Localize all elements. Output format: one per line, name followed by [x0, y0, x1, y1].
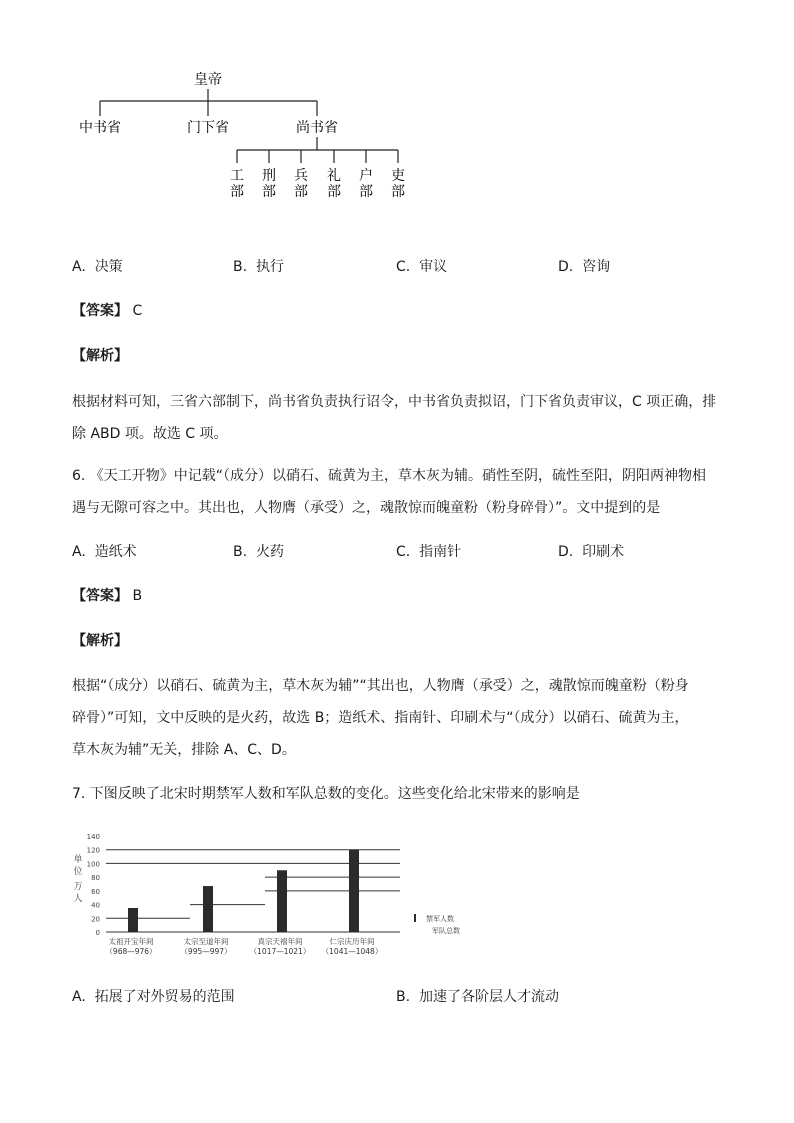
y-tick-label: 0 — [95, 929, 100, 937]
x-tick-sublabel: （995—997） — [180, 947, 232, 956]
diagram-root: 皇帝 — [194, 72, 222, 88]
ministry-char-2: 部 — [327, 184, 341, 200]
y-tick-label: 60 — [91, 887, 100, 896]
option-letter: B. — [233, 259, 248, 275]
option-text: 审议 — [419, 259, 448, 275]
option-letter: A. — [72, 259, 86, 275]
legend-label: 禁军人数 — [426, 915, 454, 923]
option-text: 火药 — [255, 544, 284, 560]
diagram-branch: 尚书省 — [296, 120, 338, 136]
x-tick-label: 真宗天禧年间 — [257, 937, 303, 946]
q5-answer — [72, 301, 142, 321]
q5-option-c — [396, 257, 447, 277]
analysis-line: 草木灰为辅”无关，排除 A、C、D。 — [72, 742, 296, 758]
q6-answer — [72, 586, 142, 606]
x-tick-label: 仁宗庆历年间 — [329, 937, 375, 946]
x-tick-sublabel: （1041—1048） — [321, 947, 383, 956]
option-letter: B. — [396, 989, 411, 1005]
option-letter: A. — [72, 989, 86, 1005]
bar-jinjun — [128, 908, 138, 932]
legend-swatch-bar — [414, 914, 416, 922]
y-tick-label: 140 — [86, 833, 100, 841]
org-diagram — [70, 68, 430, 208]
bar-jinjun — [349, 850, 359, 932]
answer-value: C — [132, 303, 143, 319]
q5-option-b — [233, 257, 284, 277]
option-letter: D. — [558, 544, 574, 560]
diagram-branch: 中书省 — [79, 120, 121, 136]
option-text: 造纸术 — [94, 544, 137, 560]
option-letter: D. — [558, 259, 574, 275]
answer-value: B — [132, 588, 143, 604]
y-tick-label: 100 — [86, 860, 100, 869]
analysis-line: 根据“（成分）以硝石、硫黄为主，草木灰为辅”“其出也，人物膺（承受）之，魂散惊而魄童粉（粉身 — [72, 678, 689, 694]
x-tick-sublabel: （968—976） — [105, 947, 157, 956]
y-tick-label: 120 — [86, 846, 100, 855]
option-text: 拓展了对外贸易的范围 — [94, 989, 235, 1005]
ministry-char-1: 吏 — [391, 168, 405, 184]
option-text: 印刷术 — [582, 544, 625, 560]
analysis-line: 除 ABD 项。故选 C 项。 — [72, 426, 228, 442]
ministry-char-2: 部 — [391, 184, 405, 200]
legend-label: 军队总数 — [432, 927, 460, 935]
option-text: 指南针 — [419, 544, 462, 560]
analysis-line: 碎骨）”可知，文中反映的是火药，故选 B；造纸术、指南针、印刷术与“（成分）以硝石、硫黄为主， — [72, 710, 689, 726]
q6-stem — [72, 460, 732, 524]
x-tick-label: 太宗至道年间 — [183, 937, 229, 946]
y-axis-label: 万 — [73, 882, 83, 892]
y-axis-label: 位 — [73, 867, 83, 877]
y-tick-label: 80 — [91, 874, 100, 883]
q6-analysis — [72, 670, 732, 766]
ministry-char-2: 部 — [262, 184, 276, 200]
y-tick-label: 40 — [91, 901, 100, 910]
q6-option-b — [233, 542, 284, 562]
stem-line: 遇与无隙可容之中。其出也，人物膺（承受）之，魂散惊而魄童粉（粉身碎骨）”。文中提到的是 — [72, 500, 661, 516]
q6-option-a — [72, 542, 137, 562]
answer-label: 【答案】 — [72, 303, 128, 319]
troop-chart — [70, 828, 480, 960]
x-tick-sublabel: （1017—1021） — [249, 947, 311, 956]
option-letter: B. — [233, 544, 248, 560]
ministry-char-1: 刑 — [262, 168, 276, 184]
option-letter: A. — [72, 544, 86, 560]
y-tick-label: 20 — [91, 915, 100, 924]
option-text: 执行 — [255, 259, 284, 275]
option-text: 决策 — [94, 259, 123, 275]
q6-analysis-label: 【解析】 — [72, 633, 128, 649]
ministry-char-1: 礼 — [327, 168, 341, 184]
ministry-char-2: 部 — [294, 184, 308, 200]
bar-jinjun — [203, 886, 213, 932]
ministry-char-2: 部 — [230, 184, 244, 200]
option-text: 咨询 — [582, 259, 611, 275]
stem-line: 6. 《天工开物》中记载“（成分）以硝石、硫黄为主，草木灰为辅。硝性至阴，硫性至阳，阴阳两神物相 — [72, 468, 707, 484]
diagram-branch: 门下省 — [187, 120, 229, 136]
q5-analysis-label: 【解析】 — [72, 348, 128, 364]
option-letter: C. — [396, 259, 411, 275]
x-tick-label: 太祖开宝年间 — [108, 937, 154, 946]
q7-option-b — [396, 987, 559, 1007]
ministry-char-1: 工 — [230, 168, 244, 184]
bar-jinjun — [277, 870, 287, 932]
ministry-char-2: 部 — [359, 184, 373, 200]
y-axis-label: 单 — [73, 855, 83, 865]
analysis-line: 根据材料可知，三省六部制下，尚书省负责执行诏令，中书省负责拟诏，门下省负责审议，C 项正确，排 — [72, 394, 717, 410]
q7-stem: 7. 下图反映了北宋时期禁军人数和军队总数的变化。这些变化给北宋带来的影响是 — [72, 786, 580, 802]
y-axis-label: 人 — [73, 894, 83, 904]
q6-option-d — [558, 542, 624, 562]
ministry-char-1: 户 — [359, 168, 373, 184]
option-letter: C. — [396, 544, 411, 560]
q5-option-d — [558, 257, 610, 277]
q5-analysis — [72, 386, 732, 450]
ministry-char-1: 兵 — [294, 168, 308, 184]
q5-option-a — [72, 257, 123, 277]
answer-label: 【答案】 — [72, 588, 128, 604]
q7-option-a — [72, 987, 235, 1007]
q6-option-c — [396, 542, 461, 562]
option-text: 加速了各阶层人才流动 — [418, 989, 559, 1005]
